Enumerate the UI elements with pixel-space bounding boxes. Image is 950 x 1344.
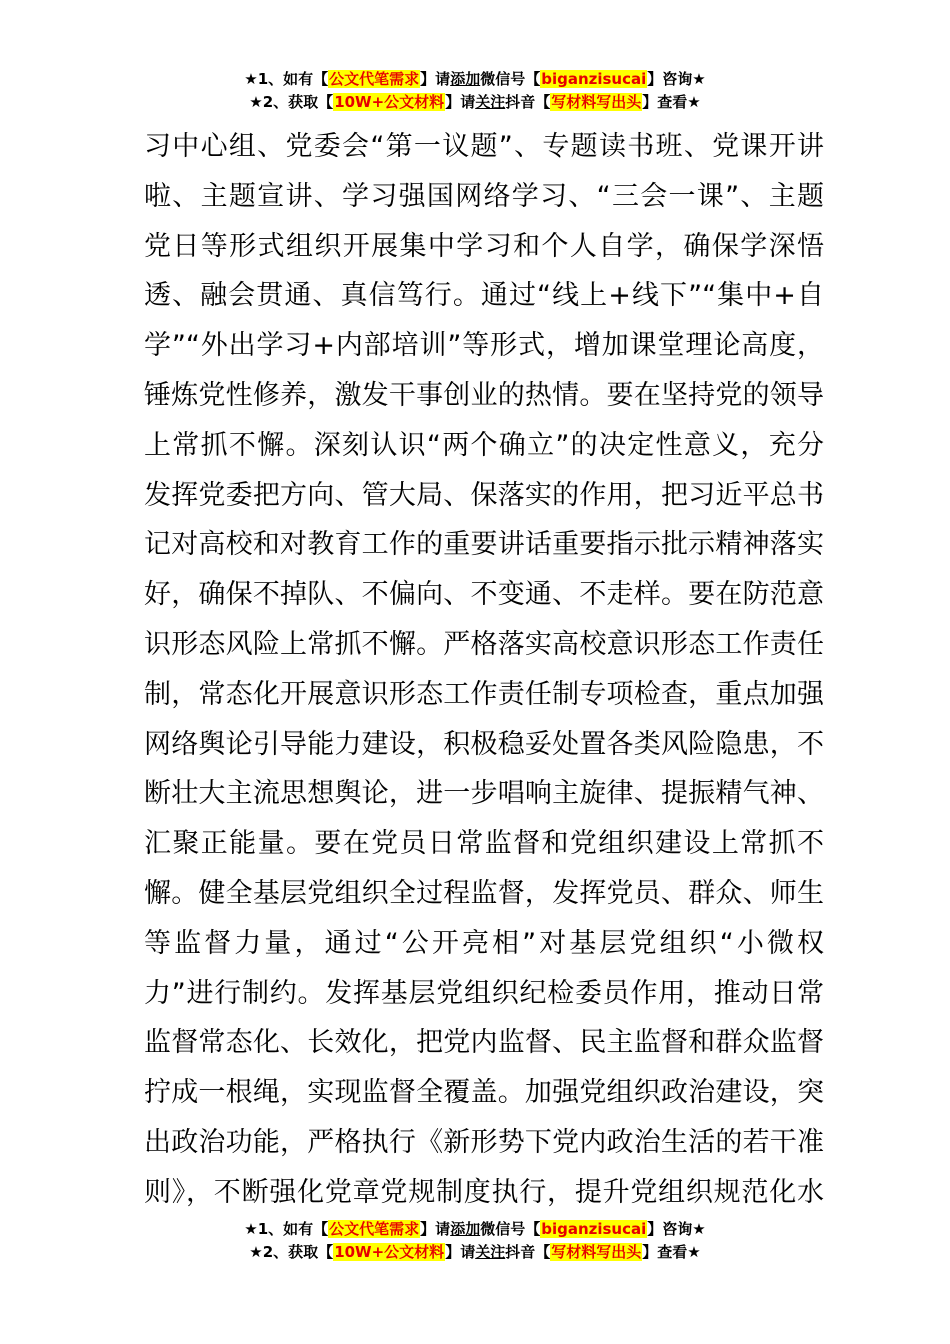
highlight-service: 公文代笔需求 (329, 70, 420, 88)
text-line: 则》，不断强化党章党规制度执行，提升党组织规范化水 (144, 1176, 824, 1208)
highlight-douyin-account: 写材料写出头 (551, 1243, 642, 1261)
banner-text: ★1、如有【 (244, 70, 329, 88)
text-line: 懈。健全基层党组织全过程监督，发挥党员、群众、师生 (144, 877, 824, 909)
underlined-text: 关注 (475, 93, 506, 111)
text-line: 识形态风险上常抓不懈。严格落实高校意识形态工作责任 (144, 628, 824, 660)
text-line: 网络舆论引导能力建设，积极稳妥处置各类风险隐患，不 (144, 728, 824, 760)
banner-text: 】请 (445, 1243, 476, 1261)
text-line: 汇聚正能量。要在党员日常监督和党组织建设上常抓不 (144, 828, 824, 860)
banner-line-2 (0, 1241, 950, 1264)
banner-text: 微信号【 (480, 1220, 541, 1238)
text-line: 啦、主题宣讲、学习强国网络学习、“三会一课”、主题 (144, 180, 824, 212)
underlined-text: 添加 (450, 1220, 481, 1238)
banner-text: ★2、获取【 (249, 93, 334, 111)
text-line: 上常抓不懈。深刻认识“两个确立”的决定性意义，充分 (144, 429, 824, 461)
banner-text: 】咨询★ (647, 1220, 706, 1238)
text-line: 锤炼党性修养，激发干事创业的热情。要在坚持党的领导 (144, 379, 824, 411)
header-banner (0, 68, 950, 114)
banner-text: 抖音【 (505, 1243, 551, 1261)
text-line: 记对高校和对教育工作的重要讲话重要指示批示精神落实 (144, 529, 824, 561)
footer-banner (0, 1218, 950, 1264)
banner-text: 】查看★ (642, 1243, 701, 1261)
text-line: 发挥党委把方向、管大局、保落实的作用，把习近平总书 (144, 479, 824, 511)
highlight-wechat-id: biganzisucai (541, 70, 647, 88)
text-line: 制，常态化开展意识形态工作责任制专项检查，重点加强 (144, 678, 824, 710)
text-line: 习中心组、党委会“第一议题”、专题读书班、党课开讲 (144, 131, 824, 162)
underlined-text: 关注 (475, 1243, 506, 1261)
text-line: 等监督力量，通过“公开亮相”对基层党组织“小微权 (144, 927, 824, 959)
highlight-service: 公文代笔需求 (329, 1220, 420, 1238)
banner-text: 】查看★ (642, 93, 701, 111)
banner-text: 】请 (420, 70, 451, 88)
underlined-text: 添加 (450, 70, 481, 88)
banner-text: 】咨询★ (647, 70, 706, 88)
banner-text: 微信号【 (480, 70, 541, 88)
text-line: 监督常态化、长效化，把党内监督、民主监督和群众监督 (144, 1027, 824, 1059)
banner-line-2 (0, 91, 950, 114)
text-line: 学”“外出学习+内部培训”等形式，增加课堂理论高度， (144, 330, 824, 362)
highlight-douyin-account: 写材料写出头 (551, 93, 642, 111)
text-line: 力”进行制约。发挥基层党组织纪检委员作用，推动日常 (144, 977, 824, 1009)
text-line: 拧成一根绳，实现监督全覆盖。加强党组织政治建设，突 (144, 1077, 824, 1109)
banner-text: ★1、如有【 (244, 1220, 329, 1238)
banner-line-1 (0, 68, 950, 91)
banner-text: 】请 (420, 1220, 451, 1238)
banner-text: ★2、获取【 (249, 1243, 334, 1261)
document-body (144, 122, 824, 1218)
text-line: 党日等形式组织开展集中学习和个人自学，确保学深悟 (144, 230, 824, 262)
text-line: 好，确保不掉队、不偏向、不变通、不走样。要在防范意 (144, 579, 824, 611)
banner-line-1 (0, 1218, 950, 1241)
highlight-materials: 10W+公文材料 (334, 1243, 445, 1261)
text-line: 断壮大主流思想舆论，进一步唱响主旋律、提振精气神、 (144, 778, 824, 810)
text-line: 透、融会贯通、真信笃行。通过“线上+线下”“集中+自 (144, 280, 824, 312)
banner-text: 抖音【 (505, 93, 551, 111)
banner-text: 】请 (445, 93, 476, 111)
text-line: 出政治功能，严格执行《新形势下党内政治生活的若干准 (144, 1126, 824, 1158)
highlight-materials: 10W+公文材料 (334, 93, 445, 111)
highlight-wechat-id: biganzisucai (541, 1220, 647, 1238)
